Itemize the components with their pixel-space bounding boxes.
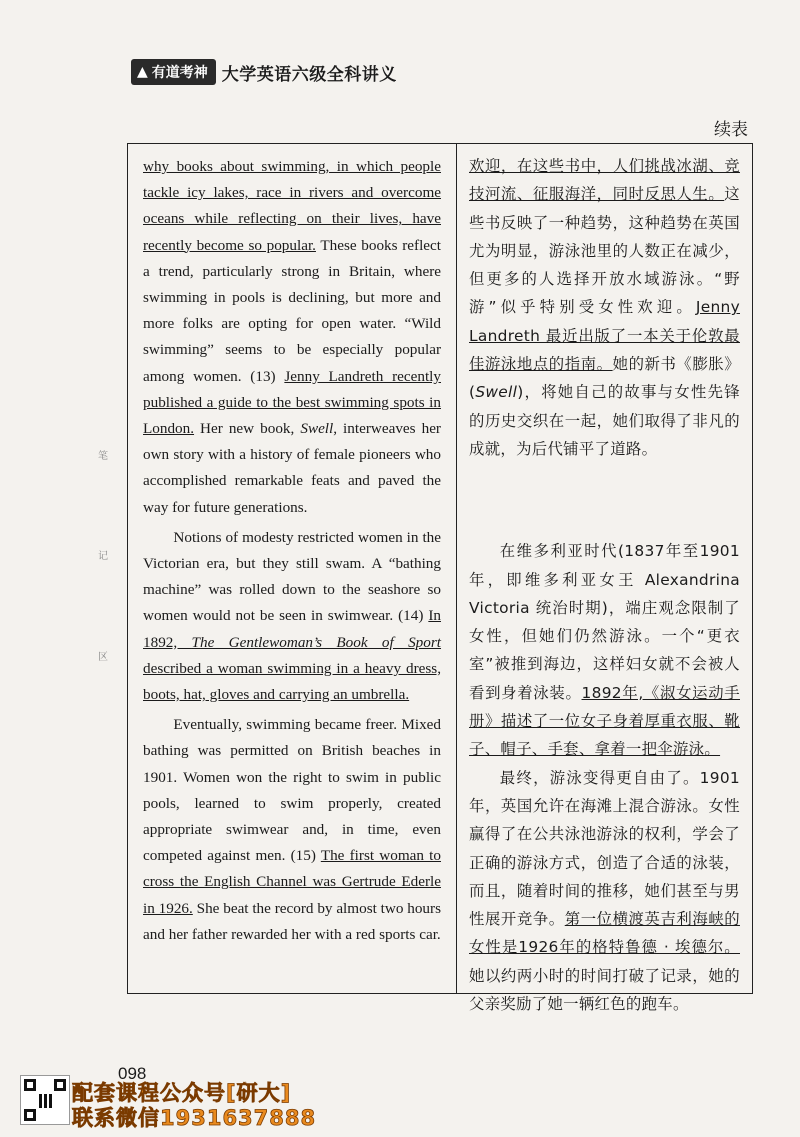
chinese-paragraph xyxy=(469,537,740,763)
text-run: 欢迎，在这些书中，人们挑战冰湖、竞技河流、征服海洋，同时反思人生。 xyxy=(469,157,740,204)
text-run: 1892年,《淑女运动手册》描述了一位女子身着厚重衣服、靴子、帽子、手套、拿着一把伞游泳。 xyxy=(469,683,740,759)
english-paragraph xyxy=(143,525,441,708)
text-run: 第一位横渡英吉利海峡的女性是1926年的格特鲁德 · 埃德尔。 xyxy=(469,910,740,957)
text-run: 她以约两小时的时间打破了记录，她的父亲奖励了她一辆红色的跑车。 xyxy=(469,966,740,1014)
text-run: Notions of modesty restricted women in the Victorian era, but they still swam. A “bathing machine” was rolled down to the seashore so women would not be seen in swimwear. (14) xyxy=(143,528,441,625)
text-run: )，将她自己的故事与女性先锋的历史交织在一起，她们取得了非凡的成就，为后代铺平了道路。 xyxy=(469,383,740,458)
text-run: The first woman to cross the English Channel was Gertrude Ederle in 1926. xyxy=(143,847,441,917)
page-number: 098 xyxy=(118,1064,147,1083)
text-run: 这些书反映了一种趋势，这种趋势在英国尤为明显，游泳池里的人数正在减少，但更多的人选择开放水域游泳。“野游”似乎特别受女性欢迎。 xyxy=(469,185,740,317)
text-run: , interweaves her own story with a history of female pioneers who accomplished remarkable feats and paved the way for future generations. xyxy=(143,420,441,516)
text-run: 在维多利亚时代(1837年至1901年，即维多利亚女王 Alexandrina Victoria 统治时期)，端庄观念限制了女性，但她们仍然游泳。一个“更衣室”被推到海边，这样妇女就不会被人看到身着泳装。 xyxy=(469,542,740,702)
text-run: why books about swimming, in which people tackle icy lakes, race in rivers and overcome oceans while reflecting on their lives, have recently become so popular. xyxy=(143,158,441,254)
text-run: 她的新书《膨胀》( xyxy=(469,355,740,402)
text-run: Swell xyxy=(475,383,518,402)
book-title: 大学英语六级全科讲义 xyxy=(221,64,397,85)
promo-line: 联系微信1931637888 xyxy=(72,1106,317,1130)
english-paragraph xyxy=(143,712,441,948)
chinese-paragraph xyxy=(469,764,740,1019)
text-run: In 1892, xyxy=(143,607,441,651)
text-run: Her new book, xyxy=(194,420,301,438)
text-run: Jenny Landreth 最近出版了一本关于伦敦最佳游泳地点的指南。 xyxy=(469,298,740,374)
text-run: These books reflect a trend, particularly strong in Britain, where swimming in pools is declining, but more and more folks are opting for open water. “Wild swimming” seems to be especially popular among women. (13) xyxy=(143,236,441,385)
english-paragraph xyxy=(143,154,441,521)
bilingual-table xyxy=(127,143,753,1014)
qr-code-icon xyxy=(20,1075,70,1125)
page-header xyxy=(131,58,397,86)
margin-note-char: 记 xyxy=(98,551,108,562)
margin-note-char: 区 xyxy=(98,652,108,663)
text-run: Swell xyxy=(300,420,334,438)
text-run: The Gentlewoman’s Book of Sport xyxy=(191,633,442,651)
logo-text: 有道考神 xyxy=(151,65,208,81)
logo-icon: ▲ xyxy=(137,64,148,80)
column-divider xyxy=(456,144,457,993)
english-column xyxy=(143,154,441,948)
text-run: 最终，游泳变得更自由了。1901年，英国允许在海滩上混合游泳。女性赢得了在公共泳池游泳的权利，学会了正确的游泳方式，创造了合适的泳装，而且，随着时间的推移，她们甚至与男性展开竞争。 xyxy=(469,768,740,929)
text-run: Jenny Landreth recently published a guide to the best swimming spots in London. xyxy=(143,367,441,438)
text-run: Eventually, swimming became freer. Mixed bathing was permitted on British beaches in 1901. Women won the right to swim in public pools, learned to swim properly, created appropriate swimwear and, in time, even competed against men. (15) xyxy=(143,716,441,865)
text-run: She beat the record by almost two hours and her father rewarded her with a red sports car. xyxy=(143,899,441,943)
chinese-paragraph xyxy=(469,152,740,463)
text-run: described a woman swimming in a heavy dress, boots, hat, gloves and carrying an umbrella. xyxy=(143,659,441,704)
chinese-column xyxy=(469,152,740,1018)
continued-label: 续表 xyxy=(714,120,748,140)
margin-note-char: 笔 xyxy=(98,451,108,462)
brand-logo xyxy=(131,59,216,85)
promo-line: 配套课程公众号[研大] xyxy=(72,1081,292,1105)
